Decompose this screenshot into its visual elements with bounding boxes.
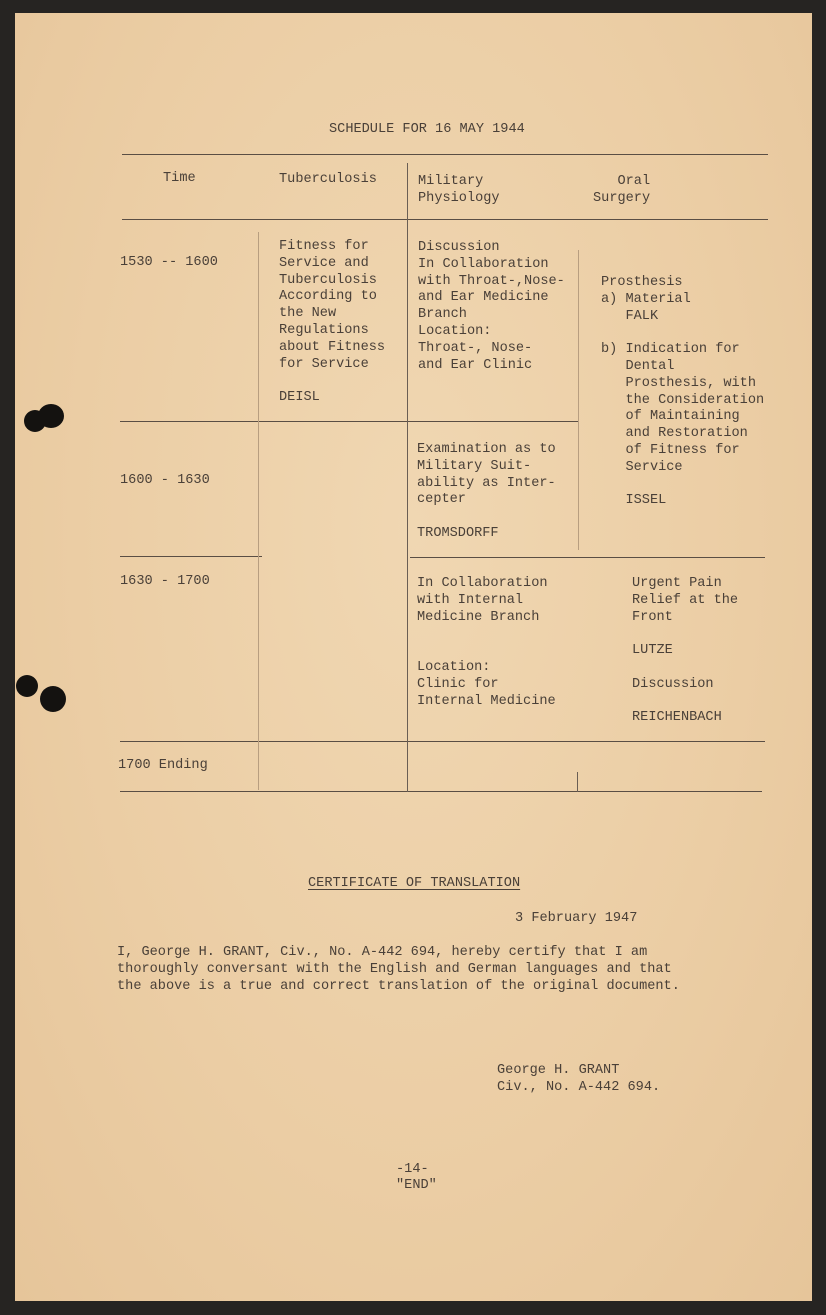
certificate-body: I, George H. GRANT, Civ., No. A-442 694, hereby certify that I am thoroughly conversant with the English and German languages and that the above is a true and correct translation of the original document. bbox=[117, 945, 680, 994]
cell-oral: Prosthesis a) Material FALK b) Indication for Dental Prosthesis, with the Consideration of Maintaining and Restoration of Fitness for Service ISSEL bbox=[601, 275, 765, 509]
table-rule bbox=[122, 154, 768, 155]
punch-hole bbox=[40, 686, 66, 712]
cell-tuberculosis: Fitness for Service and Tuberculosis According to the New Regulations about Fitness for Service DEISL bbox=[279, 239, 386, 406]
column-divider bbox=[407, 163, 408, 792]
schedule-title: SCHEDULE FOR 16 MAY 1944 bbox=[329, 122, 525, 137]
translator-signature: George H. GRANT Civ., No. A-442 694. bbox=[497, 1063, 661, 1095]
table-rule bbox=[120, 556, 262, 557]
table-rule bbox=[122, 219, 768, 220]
cell-military-location: Location: Clinic for Internal Medicine bbox=[417, 660, 556, 709]
table-rule bbox=[120, 741, 765, 742]
cell-military: Discussion In Collaboration with Throat-,Nose- and Ear Medicine Branch Location: Throat-, Nose- and Ear Clinic bbox=[418, 240, 565, 373]
punch-hole bbox=[38, 404, 64, 428]
cell-military: In Collaboration with Internal Medicine Branch bbox=[417, 576, 548, 625]
row-time: 1530 -- 1600 bbox=[120, 255, 218, 270]
page-number: -14- bbox=[396, 1162, 429, 1177]
header-military-physiology: Military Physiology bbox=[418, 174, 500, 206]
row-time: 1600 - 1630 bbox=[120, 473, 210, 488]
end-marker: "END" bbox=[396, 1178, 437, 1193]
cell-oral: Urgent Pain Relief at the Front LUTZE Discussion REICHENBACH bbox=[632, 576, 739, 726]
table-rule bbox=[120, 791, 762, 792]
table-rule bbox=[120, 421, 578, 422]
row-time: 1630 - 1700 bbox=[120, 574, 210, 589]
cell-military: Examination as to Military Suit- ability as Inter- cepter TROMSDORFF bbox=[417, 442, 556, 541]
row-time: 1700 Ending bbox=[118, 758, 208, 773]
column-divider bbox=[577, 772, 578, 792]
certificate-date: 3 February 1947 bbox=[515, 911, 638, 926]
punch-hole bbox=[16, 675, 38, 697]
header-oral-surgery: Oral Surgery bbox=[593, 174, 651, 206]
header-tuberculosis: Tuberculosis bbox=[279, 172, 377, 187]
column-divider bbox=[258, 232, 259, 790]
table-rule bbox=[410, 557, 765, 558]
header-time: Time bbox=[163, 171, 196, 186]
certificate-title: CERTIFICATE OF TRANSLATION bbox=[308, 876, 521, 891]
column-divider bbox=[578, 250, 579, 550]
